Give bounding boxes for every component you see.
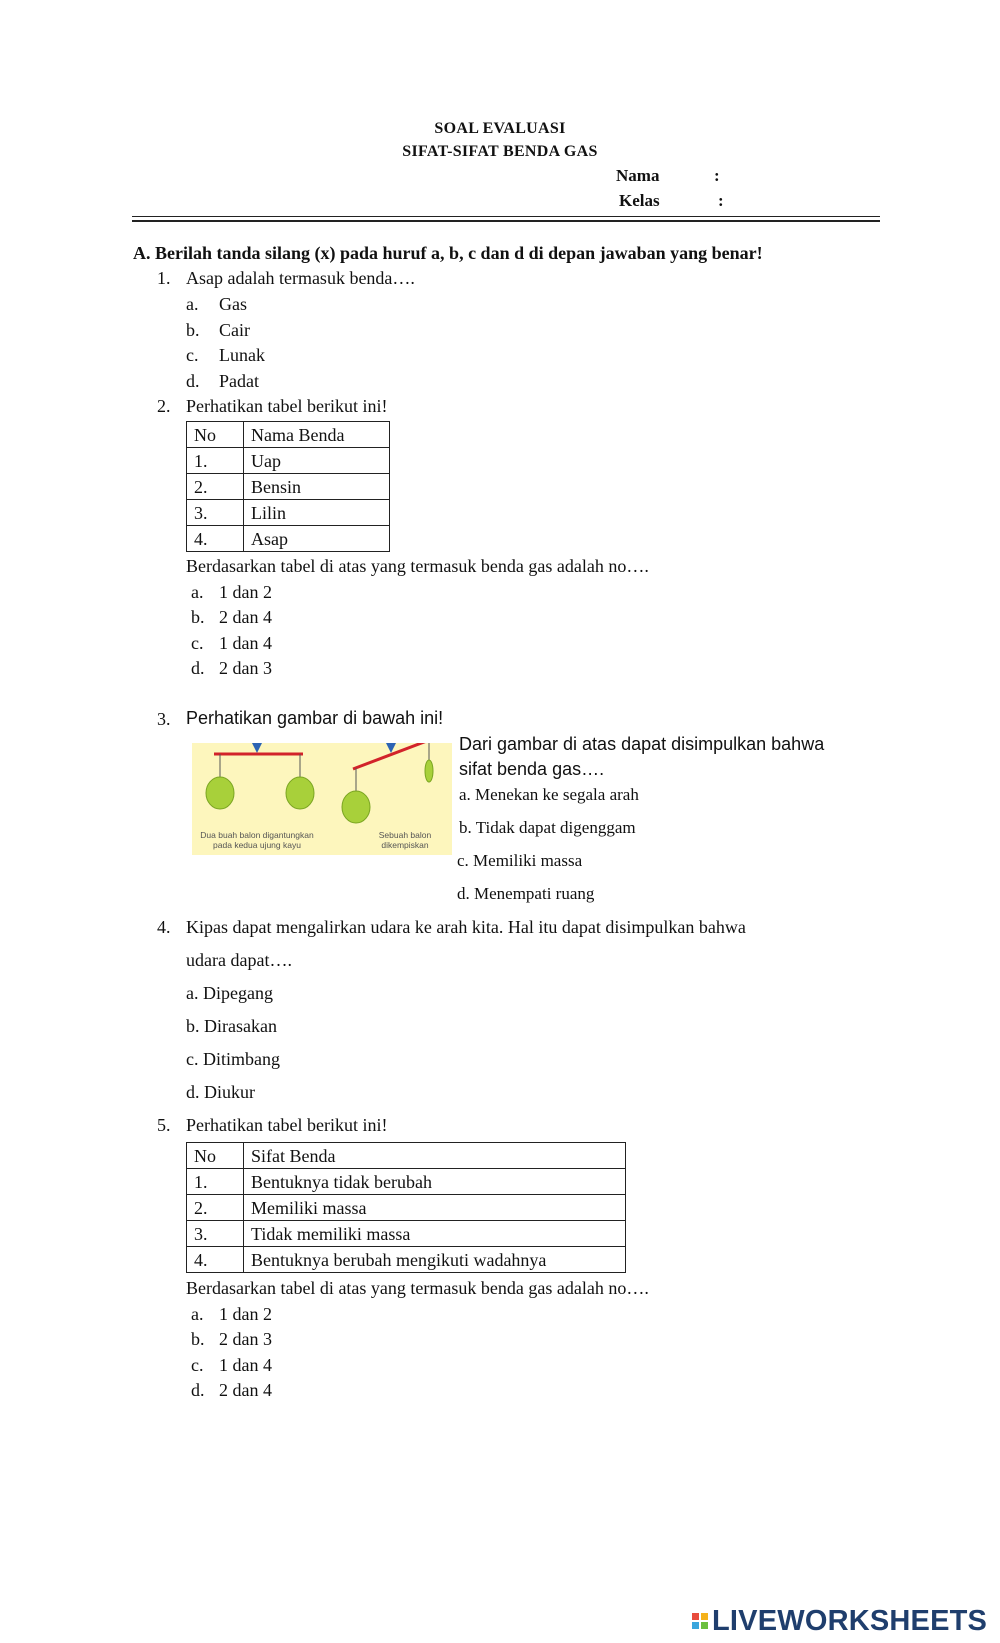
q4-option-b[interactable]: b. Dirasakan	[186, 1016, 277, 1036]
q1-option-c-text[interactable]: Lunak	[219, 345, 265, 365]
balloon-icon	[342, 791, 370, 823]
table-cell: Bensin	[244, 474, 390, 500]
q2-option-c-text[interactable]: 1 dan 4	[219, 633, 272, 653]
table-cell: 4.	[187, 1247, 244, 1273]
q2-option-d-text[interactable]: 2 dan 3	[219, 658, 272, 678]
table-cell: 2.	[187, 474, 244, 500]
q4-option-d[interactable]: d. Diukur	[186, 1082, 255, 1102]
balloon-icon	[286, 777, 314, 809]
table-cell: 3.	[187, 1221, 244, 1247]
q5-option-a-text[interactable]: 1 dan 2	[219, 1304, 272, 1324]
table-header-cell: No	[187, 422, 244, 448]
q2-table	[186, 421, 390, 552]
table-cell: 4.	[187, 526, 244, 552]
q4-number: 4.	[157, 917, 171, 937]
q2-option-a-letter[interactable]: a.	[191, 582, 204, 602]
table-header-cell: Sifat Benda	[244, 1143, 626, 1169]
name-label: Nama	[616, 166, 660, 185]
q4-option-a[interactable]: a. Dipegang	[186, 983, 273, 1003]
header-divider-thin	[132, 216, 880, 217]
logo-square	[692, 1613, 699, 1620]
table-header-row	[187, 1143, 626, 1169]
table-cell: 1.	[187, 448, 244, 474]
figure-caption-left-line2: pada kedua ujung kayu	[213, 840, 301, 850]
q3-option-c[interactable]: c. Memiliki massa	[457, 851, 583, 870]
pivot-triangle-icon	[386, 743, 396, 753]
q1-text: Asap adalah termasuk benda….	[186, 268, 415, 288]
q1-option-d-text[interactable]: Padat	[219, 371, 259, 391]
q4-text-line2: udara dapat….	[186, 950, 292, 970]
q4-option-c[interactable]: c. Ditimbang	[186, 1049, 280, 1069]
q2-option-d-letter[interactable]: d.	[191, 658, 205, 678]
q5-option-c-text[interactable]: 1 dan 4	[219, 1355, 272, 1375]
q3-text: Perhatikan gambar di bawah ini!	[186, 708, 444, 728]
logo-square	[701, 1613, 708, 1620]
liveworksheets-logo-icon	[692, 1613, 708, 1629]
q1-option-c-letter[interactable]: c.	[186, 345, 199, 365]
q4-text-line1: Kipas dapat mengalirkan udara ke arah kita. Hal itu dapat disimpulkan bahwa	[186, 917, 746, 937]
class-colon: :	[718, 191, 724, 210]
q1-option-b-letter[interactable]: b.	[186, 320, 200, 340]
table-cell: Asap	[244, 526, 390, 552]
header-divider-thick	[132, 220, 880, 222]
q3-stem-line2: sifat benda gas….	[459, 759, 605, 779]
name-colon: :	[714, 166, 720, 185]
table-header-row	[187, 422, 390, 448]
q3-number: 3.	[157, 709, 171, 729]
q5-option-d-letter[interactable]: d.	[191, 1380, 205, 1400]
q2-text: Perhatikan tabel berikut ini!	[186, 396, 388, 416]
table-row	[187, 448, 390, 474]
q3-option-a[interactable]: a. Menekan ke segala arah	[459, 785, 639, 804]
q5-option-a-letter[interactable]: a.	[191, 1304, 204, 1324]
q5-option-b-text[interactable]: 2 dan 3	[219, 1329, 272, 1349]
q2-option-b-text[interactable]: 2 dan 4	[219, 607, 272, 627]
q5-followup: Berdasarkan tabel di atas yang termasuk benda gas adalah no….	[186, 1278, 649, 1298]
balloon-icon	[206, 777, 234, 809]
logo-square	[701, 1622, 708, 1629]
table-row	[187, 1247, 626, 1273]
page-subtitle: SIFAT-SIFAT BENDA GAS	[402, 143, 598, 160]
q2-option-b-letter[interactable]: b.	[191, 607, 205, 627]
deflated-balloon-icon	[425, 760, 433, 782]
q1-option-d-letter[interactable]: d.	[186, 371, 200, 391]
section-a-instruction: A. Berilah tanda silang (x) pada huruf a, b, c dan d di depan jawaban yang benar!	[133, 243, 763, 263]
table-header-cell: Nama Benda	[244, 422, 390, 448]
table-row	[187, 1195, 626, 1221]
balloon-figure	[192, 743, 452, 855]
q3-option-b[interactable]: b. Tidak dapat digenggam	[459, 818, 636, 837]
liveworksheets-logo[interactable]	[692, 1603, 987, 1639]
figure-caption-right-line2: dikempiskan	[381, 840, 429, 850]
q5-option-d-text[interactable]: 2 dan 4	[219, 1380, 272, 1400]
class-label: Kelas	[619, 191, 660, 210]
q1-option-b-text[interactable]: Cair	[219, 320, 250, 340]
q2-number: 2.	[157, 396, 171, 416]
table-cell: Lilin	[244, 500, 390, 526]
q5-table	[186, 1142, 626, 1273]
q1-option-a-letter[interactable]: a.	[186, 294, 199, 314]
q1-number: 1.	[157, 268, 171, 288]
liveworksheets-logo-text: LIVEWORKSHEETS	[712, 1604, 988, 1637]
table-cell: Bentuknya tidak berubah	[244, 1169, 626, 1195]
q5-text: Perhatikan tabel berikut ini!	[186, 1115, 388, 1135]
table-cell: 1.	[187, 1169, 244, 1195]
q3-option-d[interactable]: d. Menempati ruang	[457, 884, 595, 903]
table-row	[187, 1169, 626, 1195]
logo-square	[692, 1622, 699, 1629]
table-cell: Bentuknya berubah mengikuti wadahnya	[244, 1247, 626, 1273]
table-cell: Memiliki massa	[244, 1195, 626, 1221]
figure-caption-right-line1: Sebuah balon	[378, 830, 432, 840]
table-row	[187, 1221, 626, 1247]
table-row	[187, 526, 390, 552]
table-row	[187, 500, 390, 526]
q1-option-a-text[interactable]: Gas	[219, 294, 247, 314]
q5-number: 5.	[157, 1115, 171, 1135]
table-cell: Uap	[244, 448, 390, 474]
page-title: SOAL EVALUASI	[434, 120, 566, 137]
balloon-illustration	[192, 743, 452, 855]
table-header-cell: No	[187, 1143, 244, 1169]
table-row	[187, 474, 390, 500]
q3-stem-line1: Dari gambar di atas dapat disimpulkan bahwa	[459, 734, 825, 754]
q5-option-b-letter[interactable]: b.	[191, 1329, 205, 1349]
q5-option-c-letter[interactable]: c.	[191, 1355, 204, 1375]
pivot-triangle-icon	[252, 743, 262, 753]
table-cell: 2.	[187, 1195, 244, 1221]
q2-option-a-text[interactable]: 1 dan 2	[219, 582, 272, 602]
q2-followup: Berdasarkan tabel di atas yang termasuk benda gas adalah no….	[186, 556, 649, 576]
figure-caption-left-line1: Dua buah balon digantungkan	[200, 830, 314, 840]
q2-option-c-letter[interactable]: c.	[191, 633, 204, 653]
table-cell: 3.	[187, 500, 244, 526]
table-cell: Tidak memiliki massa	[244, 1221, 626, 1247]
